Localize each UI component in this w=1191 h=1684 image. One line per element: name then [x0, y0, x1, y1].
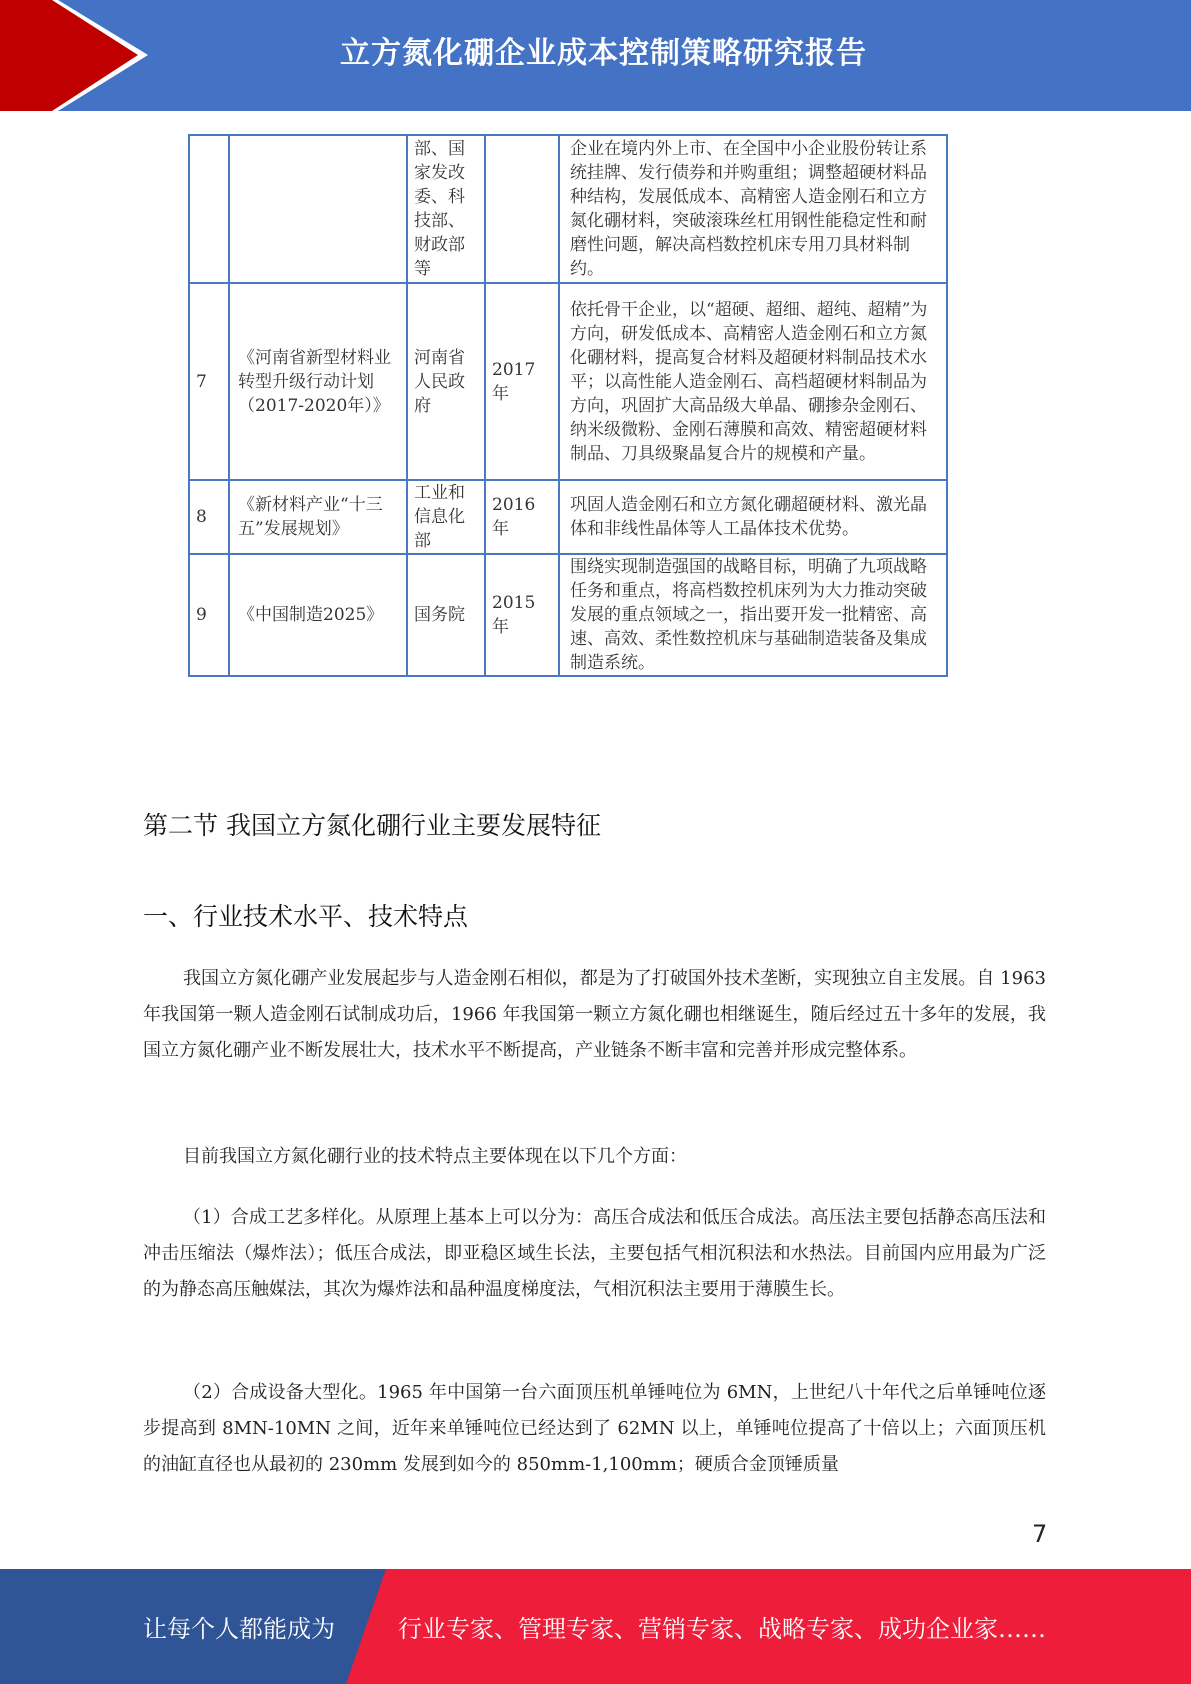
footer-slogan-left: 让每个人都能成为 — [143, 1615, 335, 1643]
issuing-department: 工业和信息化部 — [407, 480, 485, 554]
policy-content: 企业在境内外上市、在全国中小企业股份转让系统挂牌、发行债券和并购重组；调整超硬材料品种结构，发展低成本、高精密人造金刚石和立方氮化硼材料，突破滚珠丝杠用钢性能稳定性和耐磨性问题，解决高档数控机床专用刀具材料制约。 — [559, 135, 947, 283]
row-number — [189, 135, 229, 283]
issue-year — [485, 135, 559, 283]
policy-name: 《新材料产业“十三五”发展规划》 — [229, 480, 407, 554]
issue-year: 2015年 — [485, 554, 559, 676]
policy-name: 《中国制造2025》 — [229, 554, 407, 676]
issuing-department: 部、国家发改委、科技部、财政部等 — [407, 135, 485, 283]
policy-name — [229, 135, 407, 283]
body-paragraph: （1）合成工艺多样化。从原理上基本上可以分为：高压合成法和低压合成法。高压法主要包括静态高压法和冲击压缩法（爆炸法）；低压合成法，即亚稳区域生长法，主要包括气相沉积法和水热法。目前国内应用最为广泛的为静态高压触媒法，其次为爆炸法和晶种温度梯度法，气相沉积法主要用于薄膜生长。 — [143, 1207, 1046, 1300]
table-row — [189, 283, 947, 480]
row-number: 9 — [189, 554, 229, 676]
header-arrow-decoration — [0, 0, 160, 111]
section-heading: 第二节 我国立方氮化硼行业主要发展特征 — [143, 811, 601, 840]
body-paragraph: 我国立方氮化硼产业发展起步与人造金刚石相似，都是为了打破国外技术垄断，实现独立自主发展。自 1963 年我国第一颗人造金刚石试制成功后，1966 年我国第一颗立方氮化硼也相继诞生，随后经过五十多年的发展，我国立方氮化硼产业不断发展壮大，技术水平不断提高，产业链条不断丰富和完善并形成完整体系。 — [143, 968, 1046, 1061]
table-row — [189, 135, 947, 283]
row-number: 7 — [189, 283, 229, 480]
report-title: 立方氮化硼企业成本控制策略研究报告 — [340, 36, 867, 71]
policy-content: 围绕实现制造强国的战略目标，明确了九项战略任务和重点，将高档数控机床列为大力推动突破发展的重点领域之一，指出要开发一批精密、高速、高效、柔性数控机床与基础制造装备及集成制造系统。 — [559, 554, 947, 676]
body-paragraph: 目前我国立方氮化硼行业的技术特点主要体现在以下几个方面： — [183, 1146, 687, 1167]
subsection-heading: 一、行业技术水平、技术特点 — [143, 902, 469, 931]
footer-slogan-right: 行业专家、管理专家、营销专家、战略专家、成功企业家…… — [398, 1615, 1046, 1643]
page-header — [0, 0, 1191, 111]
table-row — [189, 554, 947, 676]
policy-content: 依托骨干企业，以“超硬、超细、超纯、超精”为方向，研发低成本、高精密人造金刚石和立方氮化硼材料，提高复合材料及超硬材料制品技术水平；以高性能人造金刚石、高档超硬材料制品为方向，巩固扩大高品级大单晶、硼掺杂金刚石、纳米级微粉、金刚石薄膜和高效、精密超硬材料制品、刀具级聚晶复合片的规模和产量。 — [559, 283, 947, 480]
issue-year: 2017年 — [485, 283, 559, 480]
policy-name: 《河南省新型材料业转型升级行动计划（2017-2020年）》 — [229, 283, 407, 480]
policy-table — [188, 134, 948, 677]
issuing-department: 国务院 — [407, 554, 485, 676]
issue-year: 2016年 — [485, 480, 559, 554]
table-row — [189, 480, 947, 554]
issuing-department: 河南省人民政府 — [407, 283, 485, 480]
row-number: 8 — [189, 480, 229, 554]
page-footer — [0, 1569, 1191, 1684]
body-paragraph: （2）合成设备大型化。1965 年中国第一台六面顶压机单锤吨位为 6MN，上世纪八十年代之后单锤吨位逐步提高到 8MN-10MN 之间，近年来单锤吨位已经达到了 62MN 以上，单锤吨位提高了十倍以上；六面顶压机的油缸直径也从最初的 230mm 发展到如今的 850mm-1,100mm；硬质合金顶锤质量 — [143, 1382, 1046, 1475]
page-number: 7 — [1032, 1520, 1048, 1548]
policy-content: 巩固人造金刚石和立方氮化硼超硬材料、激光晶体和非线性晶体等人工晶体技术优势。 — [559, 480, 947, 554]
